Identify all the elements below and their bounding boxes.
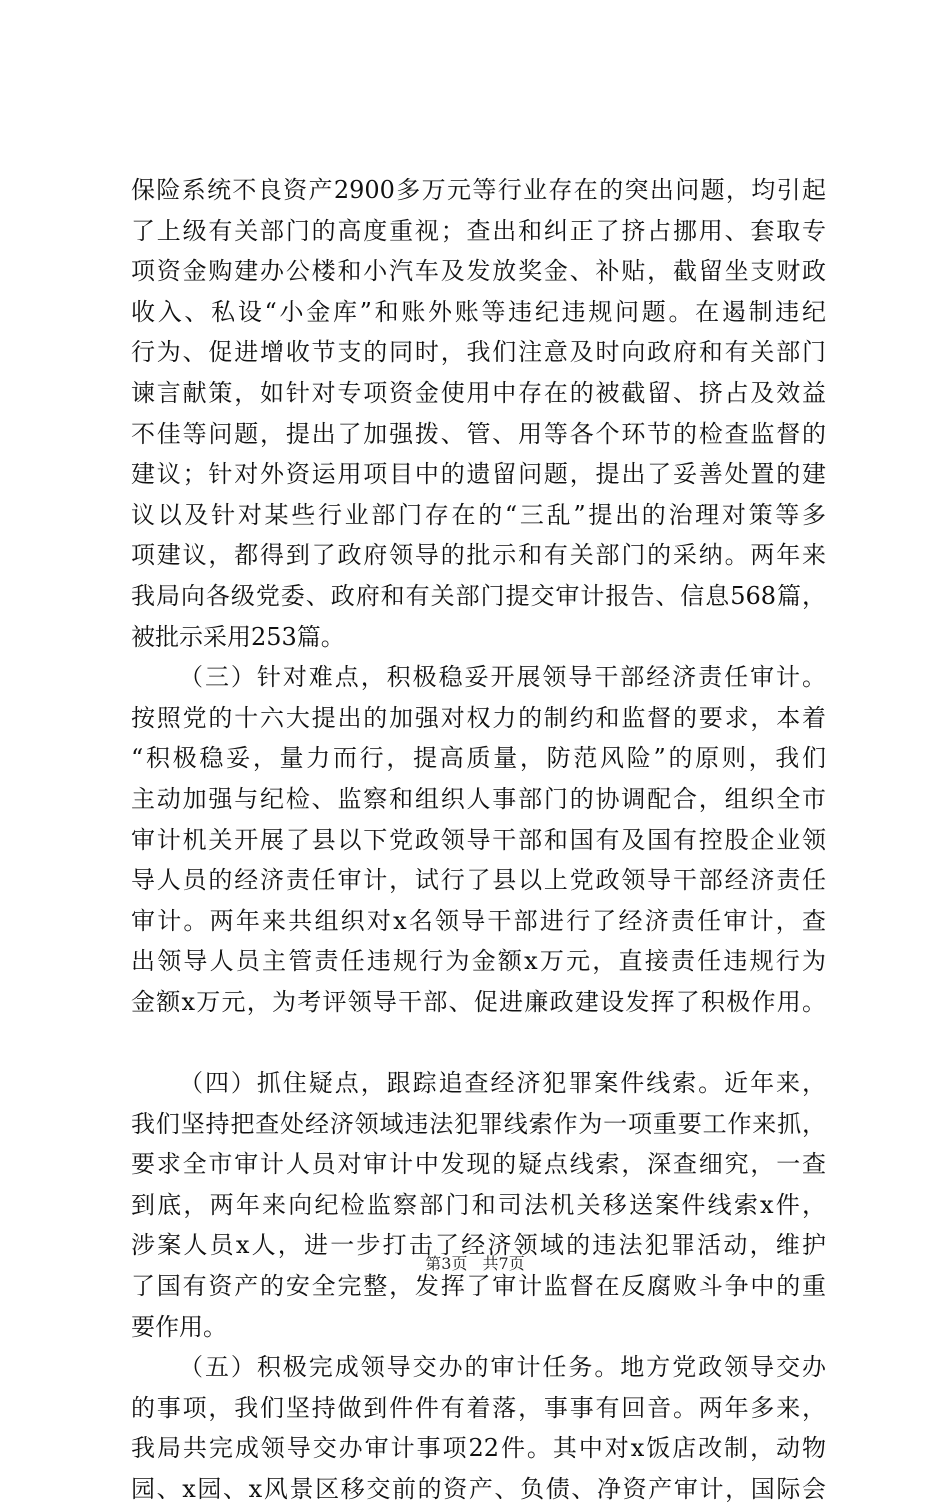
text-line: 了上级有关部门的高度重视；查出和纠正了挤占挪用、套取专 [131,216,826,245]
text-line: 我局向各级党委、政府和有关部门提交审计报告、信息568篇， [131,581,826,610]
text-line: 保险系统不良资产2900多万元等行业存在的突出问题，均引起 [131,176,826,204]
text-line: 建议；针对外资运用项目中的遗留问题，提出了妥善处置的建 [131,460,826,489]
document-body [131,170,826,1510]
text-line: 园、x园、x风景区移交前的资产、负债、净资产审计，国际会 [131,1475,826,1503]
text-line: 要求全市审计人员对审计中发现的疑点线索，深查细究，一查 [131,1150,826,1179]
text-line: 金额x万元，为考评领导干部、促进廉政建设发挥了积极作用。 [131,987,826,1016]
page-total: 共7页 [482,1254,525,1273]
text-line: 被批示采用253篇。 [131,622,345,651]
text-line: 主动加强与纪检、监察和组织人事部门的协调配合，组织全市 [131,784,826,813]
text-line: （四）抓住疑点，跟踪追查经济犯罪案件线索。近年来， [179,1069,826,1098]
text-line: 了国有资产的安全完整，发挥了审计监督在反腐败斗争中的重 [131,1272,826,1301]
text-line: 的事项，我们坚持做到件件有着落，事事有回音。两年多来， [131,1393,826,1422]
text-line: 到底，两年来向纪检监察部门和司法机关移送案件线索x件， [131,1190,826,1219]
text-line: 议以及针对某些行业部门存在的“三乱”提出的治理对策等多 [131,500,826,529]
page-footer [0,1254,950,1274]
text-line: 要作用。 [131,1312,227,1341]
text-line: 项建议，都得到了政府领导的批示和有关部门的采纳。两年来 [131,541,826,570]
text-line: “积极稳妥，量力而行，提高质量，防范风险”的原则，我们 [131,744,826,773]
text-line: 审计。两年来共组织对x名领导干部进行了经济责任审计，查 [131,906,826,935]
text-line: 谏言献策，如针对专项资金使用中存在的被截留、挤占及效益 [131,378,826,407]
text-line: 行为、促进增收节支的同时，我们注意及时向政府和有关部门 [131,338,826,367]
text-line: （五）积极完成领导交办的审计任务。地方党政领导交办 [179,1353,826,1382]
text-line: 项资金购建办公楼和小汽车及发放奖金、补贴，截留坐支财政 [131,257,826,286]
text-line: 涉案人员x人，进一步打击了经济领域的违法犯罪活动，维护 [131,1231,826,1260]
text-line: 不佳等问题，提出了加强拨、管、用等各个环节的检查监督的 [131,419,826,448]
text-line: 我们坚持把查处经济领域违法犯罪线索作为一项重要工作来抓， [131,1109,826,1138]
text-line: 我局共完成领导交办审计事项22件。其中对x饭店改制，动物 [131,1434,826,1463]
text-line: 出领导人员主管责任违规行为金额x万元，直接责任违规行为 [131,947,826,976]
text-line: 审计机关开展了县以下党政领导干部和国有及国有控股企业领 [131,825,826,854]
text-line: 导人员的经济责任审计，试行了县以上党政领导干部经济责任 [131,866,826,895]
text-line: 按照党的十六大提出的加强对权力的制约和监督的要求，本着 [131,703,826,732]
text-line: （三）针对难点，积极稳妥开展领导干部经济责任审计。 [179,663,826,692]
page-number: 第3页 [425,1254,468,1273]
text-line: 收入、私设“小金库”和账外账等违纪违规问题。在遏制违纪 [131,297,826,326]
blank-line [131,1022,826,1063]
